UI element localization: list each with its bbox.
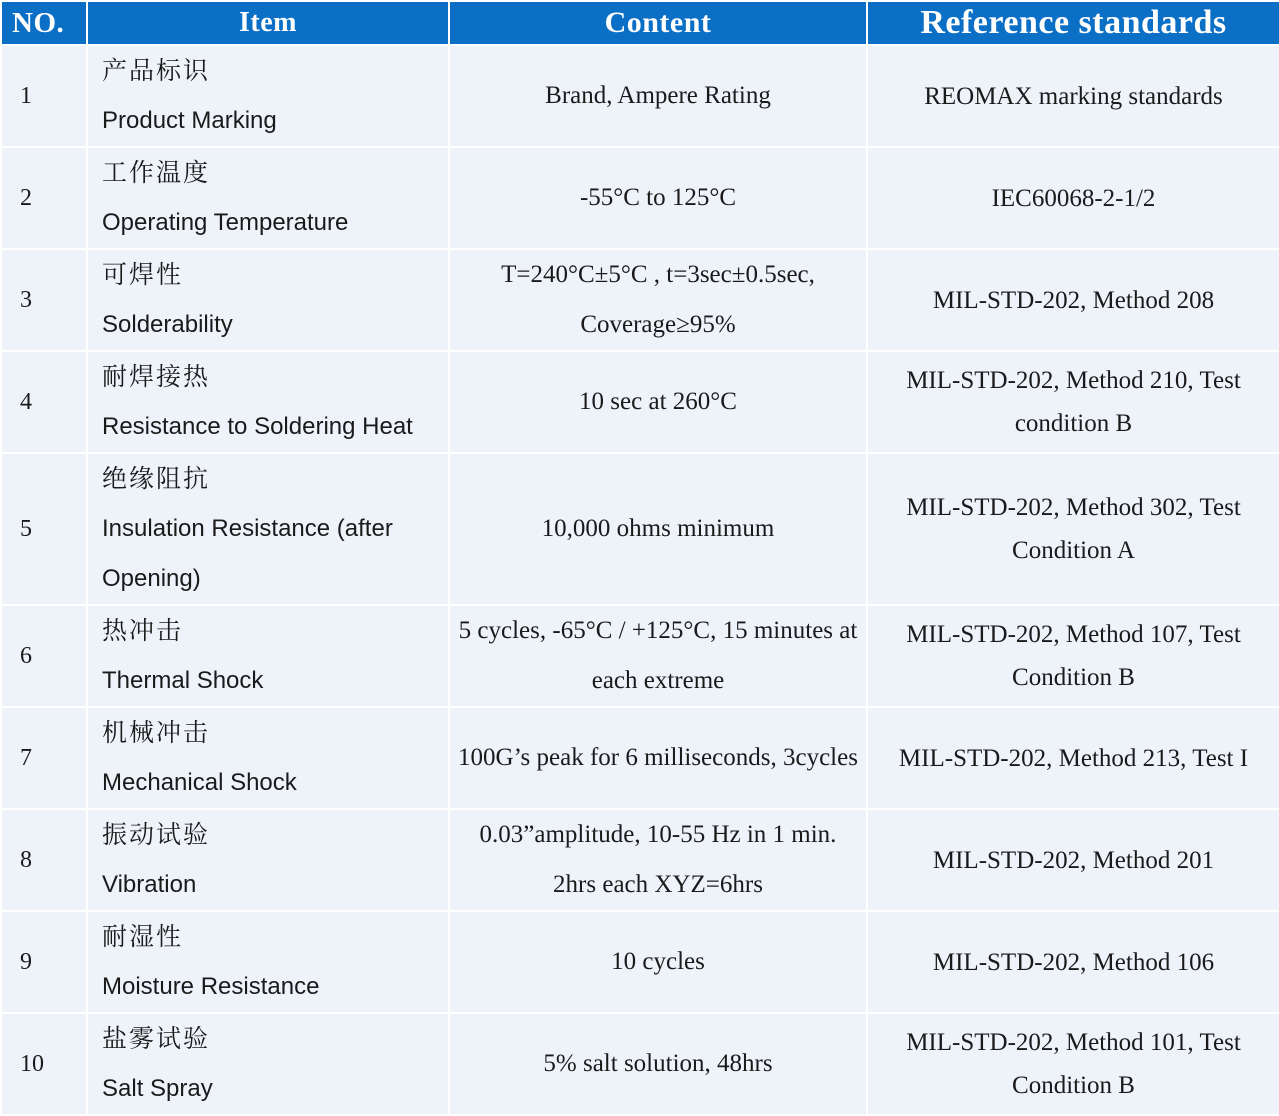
content-cell: 5% salt solution, 48hrs — [450, 1014, 866, 1114]
item-cell — [88, 454, 448, 604]
row-number: 9 — [2, 912, 86, 1012]
reference-cell: REOMAX marking standards — [868, 46, 1279, 146]
item-cell — [88, 250, 448, 350]
content-cell: 100G’s peak for 6 milliseconds, 3cycles — [450, 708, 866, 808]
item-name-zh: 可焊性 — [102, 260, 184, 289]
table-row — [2, 810, 1279, 910]
row-number: 7 — [2, 708, 86, 808]
table-row — [2, 708, 1279, 808]
reference-cell: MIL-STD-202, Method 107, Test Condition B — [868, 606, 1279, 706]
item-name-en: Mechanical Shock — [102, 769, 297, 796]
item-cell — [88, 1014, 448, 1114]
header-content: Content — [450, 2, 866, 44]
item-cell — [88, 148, 448, 248]
item-cell — [88, 46, 448, 146]
header-item: Item — [88, 2, 448, 44]
table-header — [2, 2, 1279, 44]
item-name-en: Vibration — [102, 871, 197, 898]
table-row — [2, 250, 1279, 350]
reference-cell: MIL-STD-202, Method 210, Test condition B — [868, 352, 1279, 452]
item-name-zh: 机械冲击 — [102, 718, 211, 747]
header-row — [2, 2, 1279, 44]
reference-cell: MIL-STD-202, Method 208 — [868, 250, 1279, 350]
item-name-zh: 工作温度 — [102, 158, 211, 187]
content-cell: -55°C to 125°C — [450, 148, 866, 248]
content-cell: 0.03”amplitude, 10-55 Hz in 1 min. 2hrs each XYZ=6hrs — [450, 810, 866, 910]
header-no: NO. — [2, 2, 86, 44]
reference-cell: MIL-STD-202, Method 106 — [868, 912, 1279, 1012]
table-row — [2, 46, 1279, 146]
item-name-en: Insulation Resistance (after Opening) — [102, 515, 393, 592]
item-name-en: Salt Spray — [102, 1075, 213, 1102]
item-name-en: Product Marking — [102, 107, 277, 134]
reference-cell: IEC60068-2-1/2 — [868, 148, 1279, 248]
row-number: 2 — [2, 148, 86, 248]
item-name-zh: 产品标识 — [102, 56, 211, 85]
reference-cell: MIL-STD-202, Method 101, Test Condition B — [868, 1014, 1279, 1114]
table-row — [2, 606, 1279, 706]
reference-cell: MIL-STD-202, Method 213, Test I — [868, 708, 1279, 808]
content-cell: Brand, Ampere Rating — [450, 46, 866, 146]
row-number: 10 — [2, 1014, 86, 1114]
row-number: 1 — [2, 46, 86, 146]
row-number: 4 — [2, 352, 86, 452]
item-cell — [88, 912, 448, 1012]
item-name-en: Resistance to Soldering Heat — [102, 413, 413, 440]
table-row — [2, 454, 1279, 604]
item-cell — [88, 708, 448, 808]
content-cell: 10 sec at 260°C — [450, 352, 866, 452]
item-cell — [88, 606, 448, 706]
item-name-zh: 振动试验 — [102, 820, 211, 849]
reference-cell: MIL-STD-202, Method 201 — [868, 810, 1279, 910]
table-row — [2, 148, 1279, 248]
table-row — [2, 1014, 1279, 1114]
item-name-zh: 绝缘阻抗 — [102, 464, 211, 493]
header-reference: Reference standards — [868, 2, 1279, 44]
item-name-zh: 耐焊接热 — [102, 362, 211, 391]
row-number: 8 — [2, 810, 86, 910]
content-cell: 10,000 ohms minimum — [450, 454, 866, 604]
item-name-zh: 热冲击 — [102, 616, 184, 645]
item-name-en: Moisture Resistance — [102, 973, 320, 1000]
item-name-zh: 盐雾试验 — [102, 1024, 211, 1053]
item-name-en: Thermal Shock — [102, 667, 264, 694]
table-row — [2, 352, 1279, 452]
item-name-zh: 耐湿性 — [102, 922, 184, 951]
item-cell — [88, 352, 448, 452]
reference-cell: MIL-STD-202, Method 302, Test Condition A — [868, 454, 1279, 604]
table-body — [2, 46, 1279, 1114]
content-cell: 5 cycles, -65°C / +125°C, 15 minutes at each extreme — [450, 606, 866, 706]
item-name-en: Operating Temperature — [102, 209, 349, 236]
row-number: 6 — [2, 606, 86, 706]
item-cell — [88, 810, 448, 910]
row-number: 5 — [2, 454, 86, 604]
row-number: 3 — [2, 250, 86, 350]
table-row — [2, 912, 1279, 1012]
item-name-en: Solderability — [102, 311, 233, 338]
content-cell: T=240°C±5°C , t=3sec±0.5sec, Coverage≥95% — [450, 250, 866, 350]
content-cell: 10 cycles — [450, 912, 866, 1012]
